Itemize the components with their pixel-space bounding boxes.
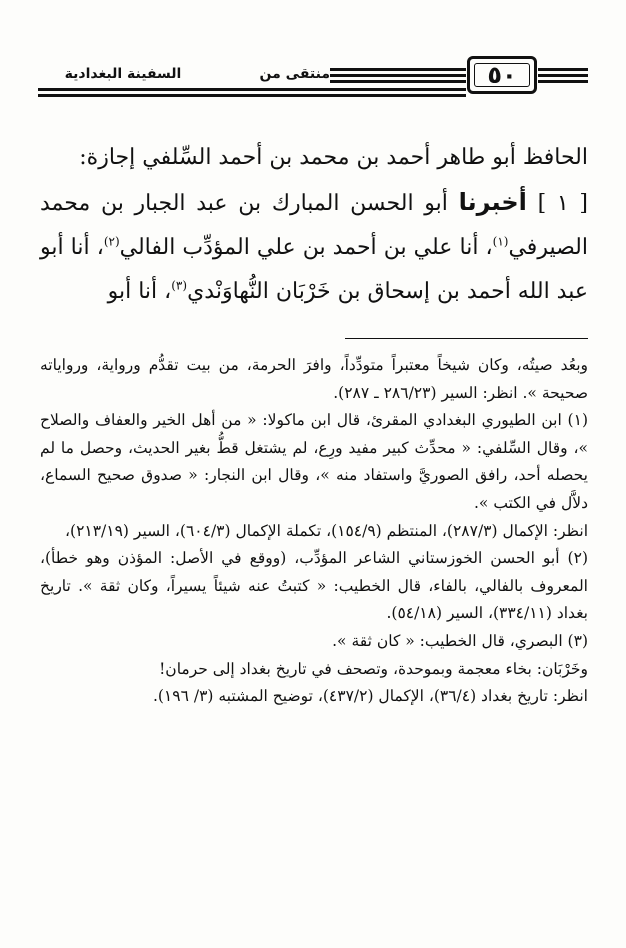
running-title-right: منتقى من (259, 66, 330, 82)
footnote-3-sources: انظر: تاريخ بغداد (٣٦/٤)، الإكمال (٤٣٧/٢)، توضيح المشتبه (٣/ ١٩٦). (152, 687, 588, 706)
main-text-segment-4: ، أنا أبو (107, 279, 172, 304)
footnotes (40, 352, 588, 711)
page-number: ٥٠ (487, 61, 517, 89)
header-rule-right-bottom (538, 80, 588, 83)
footnote-ref-1: (١) (492, 234, 509, 249)
header-rule-left-top (38, 88, 466, 91)
header-rule-mid-bottom (330, 80, 466, 83)
hadith-number: [ ١ ] (537, 191, 589, 216)
main-line-1: الحافظ أبو طاهر أحمد بن محمد بن أحمد السِّلفي إجازة: (79, 145, 588, 170)
main-text-segment-2: ، أنا علي بن أحمد بن علي المؤدِّب الفالي (119, 235, 493, 260)
header-rule-left-bottom (38, 94, 466, 97)
footnote-1: (١) ابن الطيوري البغدادي المقرئ، قال ابن ماكولا: « من أهل الخير والعفاف والصلاح »، وقال السِّلفي: « محدِّث كبير مفيد ورِع، لم يشتغل قطُّ بغير الحديث، وحصل ما لم يحصله أحد، رافق الصوريَّ واستفاد منه »، وقال ابن النجار: « صدوق صحيح السماع، دلاَّل في الكتب ». (40, 411, 588, 512)
page-number-box (467, 56, 537, 94)
footnote-2: (٢) أبو الحسن الخوزستاني الشاعر المؤدِّب، (ووقع في الأصل: المؤذن وهو خطأ)، المعروف بالفالي، بالفاء، قال الخطيب: « كتبتُ عنه شيئاً يسيراً، وكان ثقة ». تاريخ بغداد (٣٣٤/١١)، السير (٥٤/١٨). (40, 549, 588, 623)
footnote-ref-2: (٢) (103, 234, 120, 249)
header-rule-right-top (538, 68, 588, 71)
main-text-segment-1: أبو الحسن المبارك بن عبد الجبار بن محمد الصيرفي (40, 191, 588, 260)
main-text (40, 136, 588, 314)
footnote-1-sources: انظر: الإكمال (٢٨٧/٣)، المنتظم (١٥٤/٩)، تكملة الإكمال (٦٠٤/٣)، السير (٢١٣/١٩)، (65, 521, 588, 540)
header-rule-right-middle (538, 74, 588, 77)
main-paragraph (40, 180, 588, 314)
akhbarana-keyword: أخبرنا (458, 188, 527, 216)
footnote-continued: وبعُد صيتُه، وكان شيخاً معتبراً متودِّداً، وافرَ الحرمة، من بيت تقدُّم ورواية، ورواياته صحيحة ». انظر: السير (٢٨٦/٢٣ ـ ٢٨٧). (40, 356, 588, 402)
header-rule-mid-top (330, 68, 466, 71)
running-title-left: السفينة البغدادية (64, 66, 182, 82)
footnote-separator (345, 338, 588, 339)
footnote-ref-3: (٣) (171, 278, 188, 293)
header-rule-mid-middle (330, 74, 466, 77)
footnote-3-note: وخَرْبَان: بخاء معجمة وبموحدة، وتصحف في تاريخ بغداد إلى حرمان! (159, 659, 588, 678)
footnote-3: (٣) البصري، قال الخطيب: « كان ثقة ». (332, 631, 588, 650)
main-text-segment-3: ، أنا أبو عبد الله أحمد بن إسحاق بن خَرْبَان النُّهاوَنْدي (40, 235, 588, 304)
